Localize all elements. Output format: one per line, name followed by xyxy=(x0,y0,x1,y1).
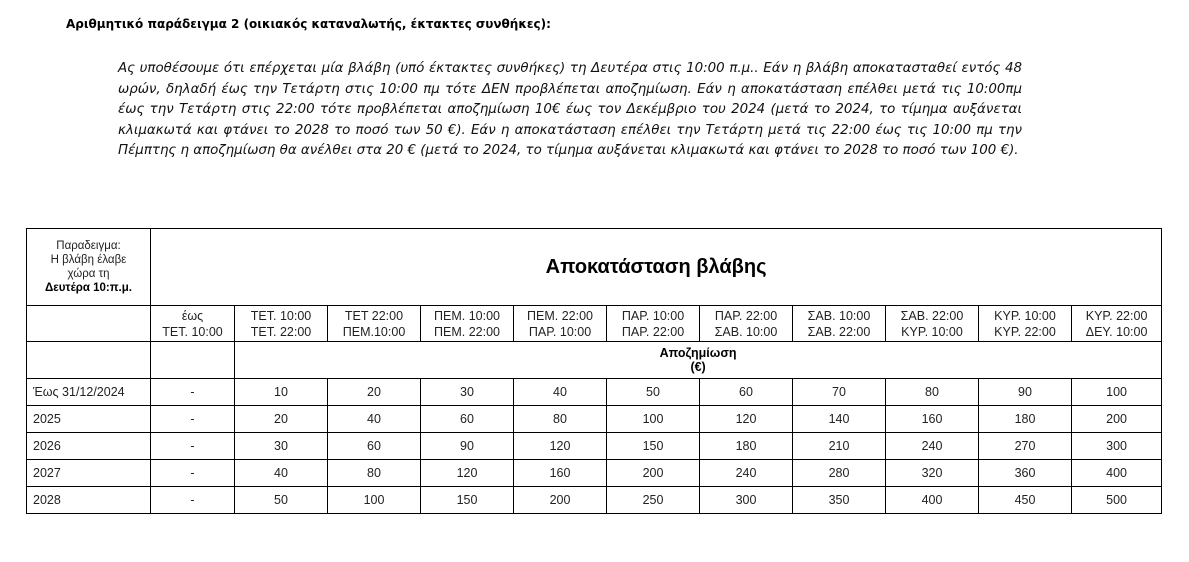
time-range-line: ΠΕΜ. 22:00 xyxy=(526,308,593,323)
compensation-cell: 80 xyxy=(886,379,979,406)
table-row xyxy=(27,460,1162,487)
year-cell: 2027 xyxy=(27,460,151,487)
compensation-cell: 50 xyxy=(607,379,700,406)
subtitle-empty-cell xyxy=(27,342,151,379)
compensation-cell: - xyxy=(151,433,235,460)
compensation-cell: 200 xyxy=(514,487,607,514)
corner-line: χώρα τη xyxy=(67,268,110,280)
compensation-cell: - xyxy=(151,460,235,487)
subtitle-row xyxy=(27,342,1162,379)
time-range-line: ΠΕΜ. 10:00 xyxy=(433,308,500,323)
compensation-cell: 60 xyxy=(421,406,514,433)
compensation-cell: 240 xyxy=(886,433,979,460)
compensation-cell: 70 xyxy=(793,379,886,406)
example-paragraph: Ας υποθέσουμε ότι επέρχεται μία βλάβη (υπό έκτακτες συνθήκες) τη Δευτέρα στις 10:00 π.μ.. Εάν η βλάβη αποκατασταθεί εντός 48 ωρών, δηλαδή έως την Τετάρτη στις 10:00 πμ τότε ΔΕΝ προβλέπεται αποζημίωση. Εάν η αποκατάσταση επέλθει μετά τις 10:00πμ έως την Τετάρτη στις 22:00 τότε προβλέπεται αποζημίωση 10€ έως τον Δεκέμβριο του 2024 (μετά το 2024, το τίμημα αυξάνεται κλιμακωτά και φτάνει το 2028 το ποσό των 50 €). Εάν η αποκατάσταση επέλθει την Τετάρτη μετά τις 22:00 έως τις 10:00 πμ την Πέμπτης η αποζημίωση θα ανέλθει στα 20 € (μετά το 2024, το τίμημα αυξάνεται κλιμακωτά και φτάνει το 2028 το ποσό των 100 €). xyxy=(118,61,1022,159)
compensation-cell: 210 xyxy=(793,433,886,460)
year-cell: 2026 xyxy=(27,433,151,460)
time-range-header xyxy=(607,306,700,342)
time-range-line: έως xyxy=(181,308,204,323)
compensation-cell: 270 xyxy=(979,433,1072,460)
compensation-cell: 100 xyxy=(1072,379,1162,406)
time-range-line: ΚΥΡ. 10:00 xyxy=(901,324,963,339)
compensation-cell: 60 xyxy=(328,433,421,460)
table-row xyxy=(27,433,1162,460)
table-row xyxy=(27,379,1162,406)
time-range-line: ΣΑΒ. 10:00 xyxy=(714,324,778,339)
compensation-cell: - xyxy=(151,379,235,406)
compensation-subtitle xyxy=(235,342,1162,379)
compensation-cell: 400 xyxy=(886,487,979,514)
compensation-cell: 200 xyxy=(607,460,700,487)
compensation-cell: 30 xyxy=(421,379,514,406)
time-range-line: ΚΥΡ. 22:00 xyxy=(1085,308,1148,323)
compensation-cell: 90 xyxy=(421,433,514,460)
time-range-header xyxy=(793,306,886,342)
compensation-cell: 360 xyxy=(979,460,1072,487)
compensation-cell: 10 xyxy=(235,379,328,406)
corner-line: Η βλάβη έλαβε xyxy=(50,254,127,266)
corner-line xyxy=(27,281,150,295)
compensation-cell: 300 xyxy=(1072,433,1162,460)
compensation-cell: 180 xyxy=(700,433,793,460)
time-range-header xyxy=(328,306,421,342)
corner-line: Παραδειγμα: xyxy=(56,240,121,252)
compensation-cell: 350 xyxy=(793,487,886,514)
table-title: Αποκατάσταση βλάβης xyxy=(151,229,1162,306)
time-range-header xyxy=(421,306,514,342)
compensation-cell: 120 xyxy=(700,406,793,433)
time-range-line: ΔΕΥ. 10:00 xyxy=(1085,324,1148,339)
compensation-cell: 160 xyxy=(514,460,607,487)
table-title-row xyxy=(27,229,1162,306)
compensation-cell: 200 xyxy=(1072,406,1162,433)
compensation-table xyxy=(26,228,1162,514)
compensation-cell: 160 xyxy=(886,406,979,433)
year-cell: 2028 xyxy=(27,487,151,514)
compensation-cell: 20 xyxy=(235,406,328,433)
compensation-cell: 150 xyxy=(607,433,700,460)
compensation-cell: 250 xyxy=(607,487,700,514)
year-cell: Έως 31/12/2024 xyxy=(27,379,151,406)
compensation-cell: - xyxy=(151,487,235,514)
time-range-header-row xyxy=(27,306,1162,342)
subtitle-line: Αποζημίωση xyxy=(659,346,737,360)
compensation-cell: 450 xyxy=(979,487,1072,514)
time-range-line: ΠΕΜ.10:00 xyxy=(342,324,406,339)
compensation-cell: 50 xyxy=(235,487,328,514)
time-range-header xyxy=(235,306,328,342)
time-range-header xyxy=(1072,306,1162,342)
time-range-line: ΠΑΡ. 22:00 xyxy=(714,308,778,323)
header-empty-cell xyxy=(27,306,151,342)
time-range-header xyxy=(514,306,607,342)
time-range-line: ΠΕΜ. 22:00 xyxy=(433,324,500,339)
compensation-cell: 180 xyxy=(979,406,1072,433)
compensation-cell: 80 xyxy=(514,406,607,433)
time-range-line: ΚΥΡ. 22:00 xyxy=(994,324,1056,339)
time-range-line: ΤΕΤ. 10:00 xyxy=(162,324,223,339)
time-range-header xyxy=(700,306,793,342)
year-cell: 2025 xyxy=(27,406,151,433)
compensation-cell: 20 xyxy=(328,379,421,406)
compensation-cell: 100 xyxy=(328,487,421,514)
time-range-line: ΤΕΤ 22:00 xyxy=(344,308,404,323)
compensation-cell: 30 xyxy=(235,433,328,460)
compensation-cell: 120 xyxy=(421,460,514,487)
compensation-cell: 40 xyxy=(514,379,607,406)
compensation-cell: 150 xyxy=(421,487,514,514)
corner-cell xyxy=(27,229,151,306)
time-range-line: ΣΑΒ. 22:00 xyxy=(900,308,964,323)
time-range-header xyxy=(979,306,1072,342)
compensation-cell: 300 xyxy=(700,487,793,514)
compensation-cell: 100 xyxy=(607,406,700,433)
compensation-cell: - xyxy=(151,406,235,433)
compensation-cell: 80 xyxy=(328,460,421,487)
compensation-cell: 500 xyxy=(1072,487,1162,514)
compensation-cell: 90 xyxy=(979,379,1072,406)
compensation-cell: 120 xyxy=(514,433,607,460)
compensation-cell: 240 xyxy=(700,460,793,487)
time-range-line: ΚΥΡ. 10:00 xyxy=(994,308,1056,323)
compensation-cell: 400 xyxy=(1072,460,1162,487)
time-range-line: ΠΑΡ. 10:00 xyxy=(621,308,685,323)
compensation-cell: 140 xyxy=(793,406,886,433)
table-row xyxy=(27,406,1162,433)
compensation-cell: 40 xyxy=(235,460,328,487)
subtitle-unit: (€) xyxy=(690,360,706,374)
time-range-header xyxy=(886,306,979,342)
corner-emphasis: Δευτέρα 10:π.μ. xyxy=(45,282,132,294)
compensation-cell: 40 xyxy=(328,406,421,433)
compensation-cell: 280 xyxy=(793,460,886,487)
time-range-line: ΠΑΡ. 22:00 xyxy=(621,324,685,339)
compensation-cell: 320 xyxy=(886,460,979,487)
table-row xyxy=(27,487,1162,514)
time-range-header xyxy=(151,306,235,342)
time-range-line: ΣΑΒ. 22:00 xyxy=(807,324,871,339)
time-range-line: ΤΕΤ. 10:00 xyxy=(250,308,312,323)
table-body xyxy=(27,379,1162,514)
time-range-line: ΠΑΡ. 10:00 xyxy=(528,324,592,339)
subtitle-empty-cell xyxy=(151,342,235,379)
example-heading: Αριθμητικό παράδειγμα 2 (οικιακός καταναλωτής, έκτακτες συνθήκες): xyxy=(66,17,551,31)
time-range-line: ΣΑΒ. 10:00 xyxy=(807,308,871,323)
time-range-line: ΤΕΤ. 22:00 xyxy=(250,324,312,339)
compensation-cell: 60 xyxy=(700,379,793,406)
